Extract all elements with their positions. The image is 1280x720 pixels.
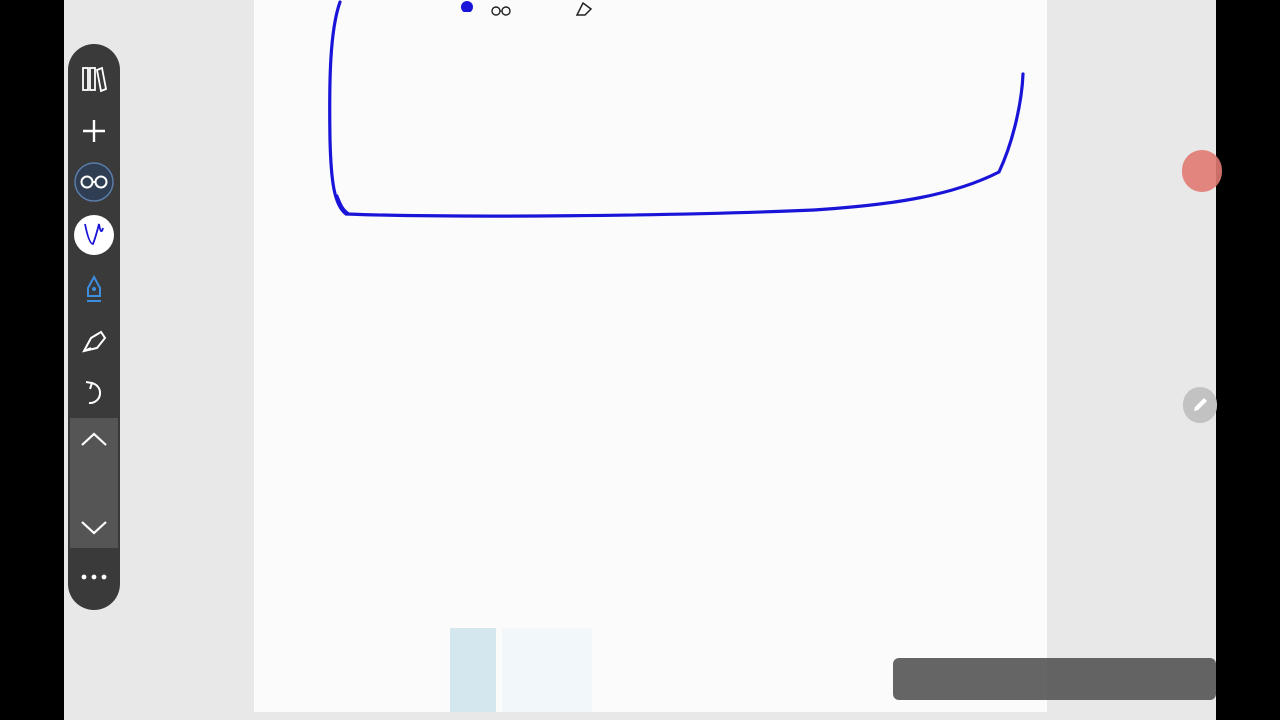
highlighter-mini-icon	[574, 0, 596, 21]
screen	[64, 0, 1216, 720]
highlight-strip-light	[502, 628, 592, 712]
ink-annotation	[254, 0, 1047, 240]
recorder-watermark	[893, 658, 1216, 700]
undo-icon[interactable]	[68, 376, 120, 410]
pencil-icon	[1191, 396, 1209, 414]
pen-tool-button[interactable]	[68, 214, 120, 256]
edit-pencil-button[interactable]	[1183, 387, 1217, 423]
marker-icon[interactable]	[68, 272, 120, 306]
glasses-mini-icon	[490, 3, 512, 20]
more-options-icon[interactable]	[68, 564, 120, 590]
page-up-icon[interactable]	[70, 426, 118, 452]
highlight-strip	[450, 628, 496, 712]
highlighter-icon[interactable]	[68, 324, 120, 358]
add-icon[interactable]	[68, 114, 120, 148]
library-icon[interactable]	[68, 62, 120, 96]
annotation-dot-icon	[460, 0, 474, 15]
document-page[interactable]	[254, 0, 1047, 712]
annotation-toolbar	[68, 44, 120, 610]
page-navigator	[70, 418, 118, 548]
reading-mode-icon[interactable]	[68, 162, 120, 202]
page-down-icon[interactable]	[70, 514, 118, 540]
recorder-bubble[interactable]	[1182, 150, 1222, 192]
